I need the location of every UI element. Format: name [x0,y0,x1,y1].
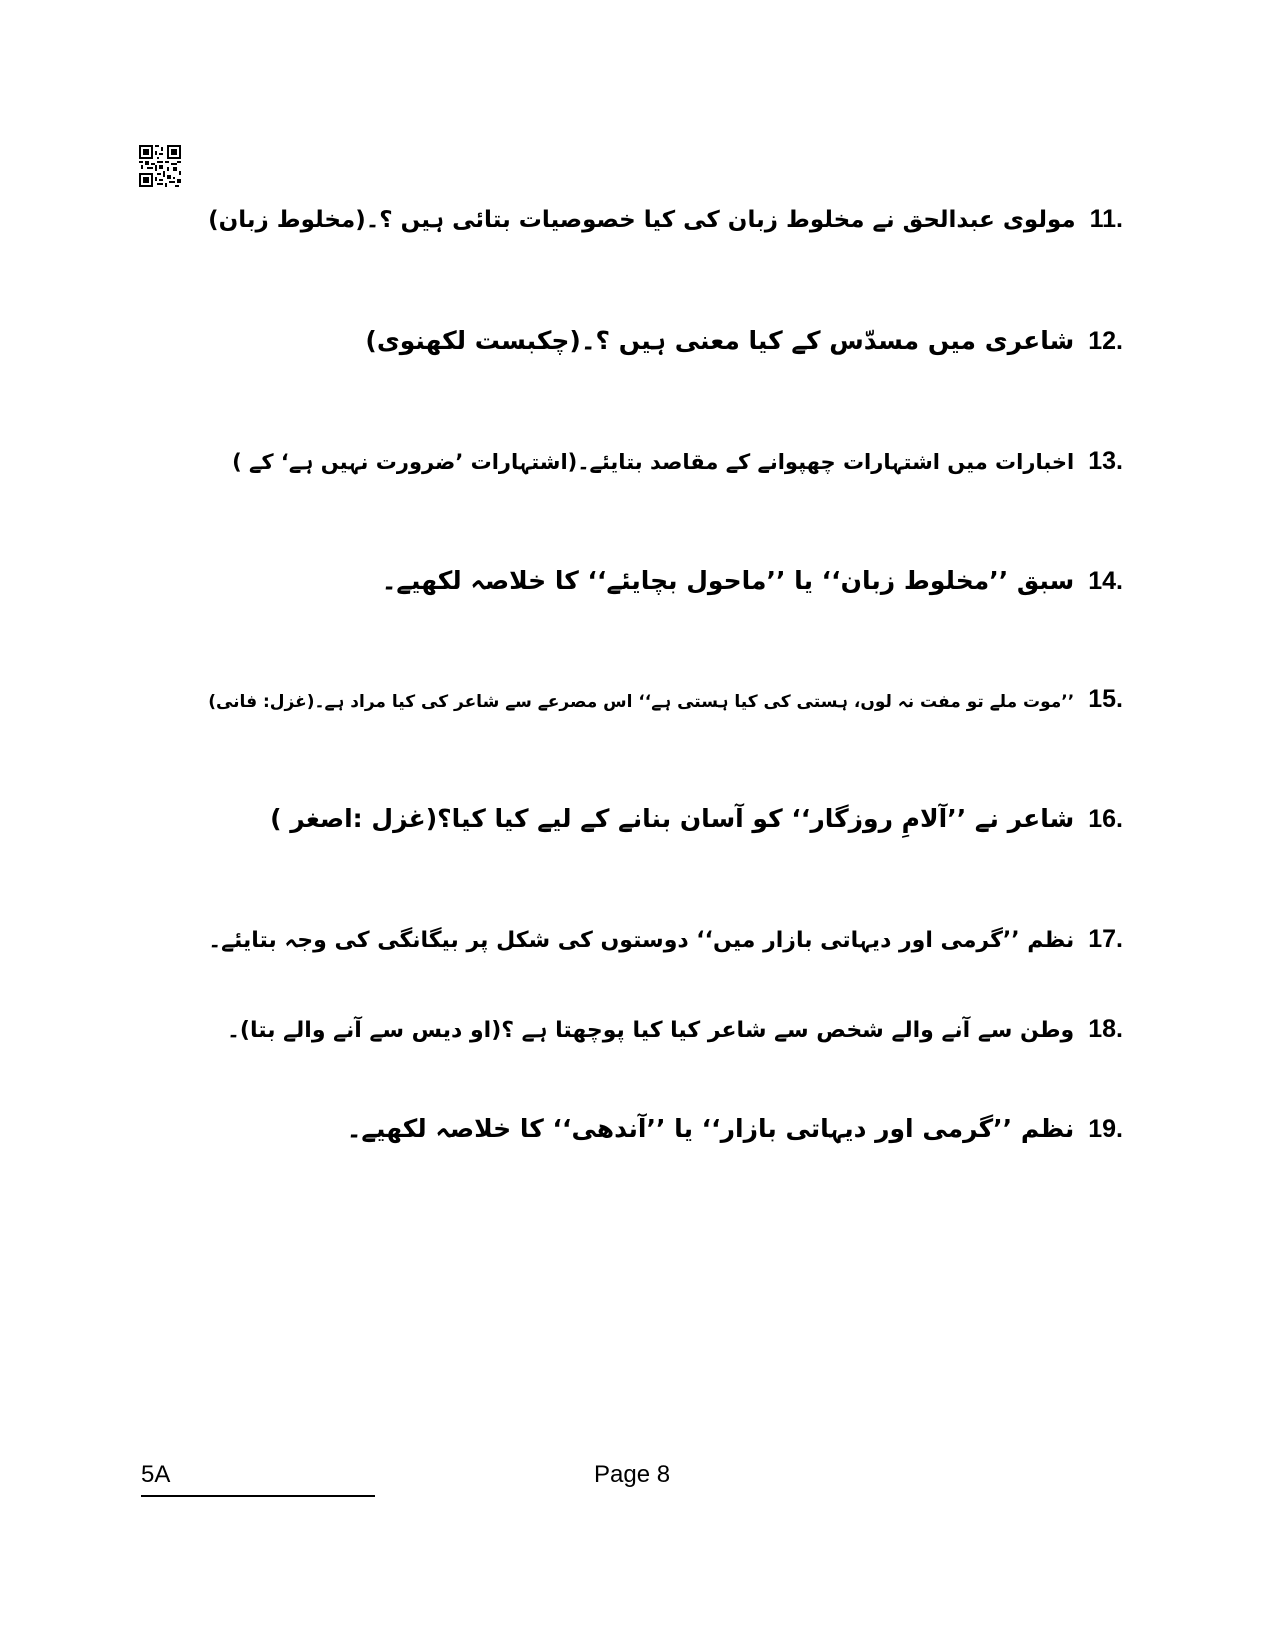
qr-code-icon [139,145,181,187]
question-15 [208,685,1123,714]
question-16 [270,804,1123,834]
question-14 [382,566,1123,596]
question-number: 15. [1088,685,1123,713]
question-number: 13. [1088,447,1123,475]
question-text: وطن سے آنے والے شخص سے شاعر کیا کیا پوچھتا ہے ؟(او دیس سے آنے والے بتا)۔ [227,1018,1075,1043]
question-number: 12. [1088,327,1123,355]
question-number: 17. [1088,925,1123,953]
question-number: 14. [1088,567,1123,595]
question-text: شاعری میں مسدّس کے کیا معنی ہیں ؟۔(چکبست لکھنوی) [365,326,1075,355]
question-text: ’’موت ملے تو مفت نہ لوں، ہستی کی کیا ہستی ہے‘‘ اس مصرعے سے شاعر کی کیا مراد ہے۔(غزل: فانی) [208,692,1075,712]
question-text: شاعر نے ’’آلامِ روزگار‘‘ کو آسان بنانے کے لیے کیا کیا؟(غزل :اصغر ) [270,804,1075,833]
question-text: مولوی عبدالحق نے مخلوط زبان کی کیا خصوصیات بتائی ہیں ؟۔(مخلوط زبان) [208,207,1076,233]
question-18 [227,1015,1123,1044]
question-11 [208,205,1123,234]
footer-divider [141,1495,375,1497]
page-number: Page 8 [594,1461,671,1488]
question-text: نظم ’’گرمی اور دیہاتی بازار میں‘‘ دوستوں کی شکل پر بیگانگی کی وجہ بتایئے۔ [208,928,1075,953]
question-17 [208,925,1123,954]
question-13 [232,447,1123,476]
question-text: سبق ’’مخلوط زبان‘‘ یا ’’ماحول بچایئے‘‘ کا خلاصہ لکھیے۔ [381,566,1075,595]
question-number: 18. [1088,1015,1123,1043]
question-text: نظم ’’گرمی اور دیہاتی بازار‘‘ یا ’’آندھی‘‘ کا خلاصہ لکھیے۔ [346,1114,1075,1143]
question-number: 16. [1088,805,1123,833]
question-12 [365,326,1123,356]
question-19 [347,1114,1123,1144]
question-number: 19. [1088,1115,1123,1143]
question-text: اخبارات میں اشتہارات چھپوانے کے مقاصد بتایئے۔(اشتہارات ’ضرورت نہیں ہے‘ کے ) [232,450,1075,474]
paper-code: 5A [141,1461,171,1488]
question-number: 11. [1089,205,1123,233]
